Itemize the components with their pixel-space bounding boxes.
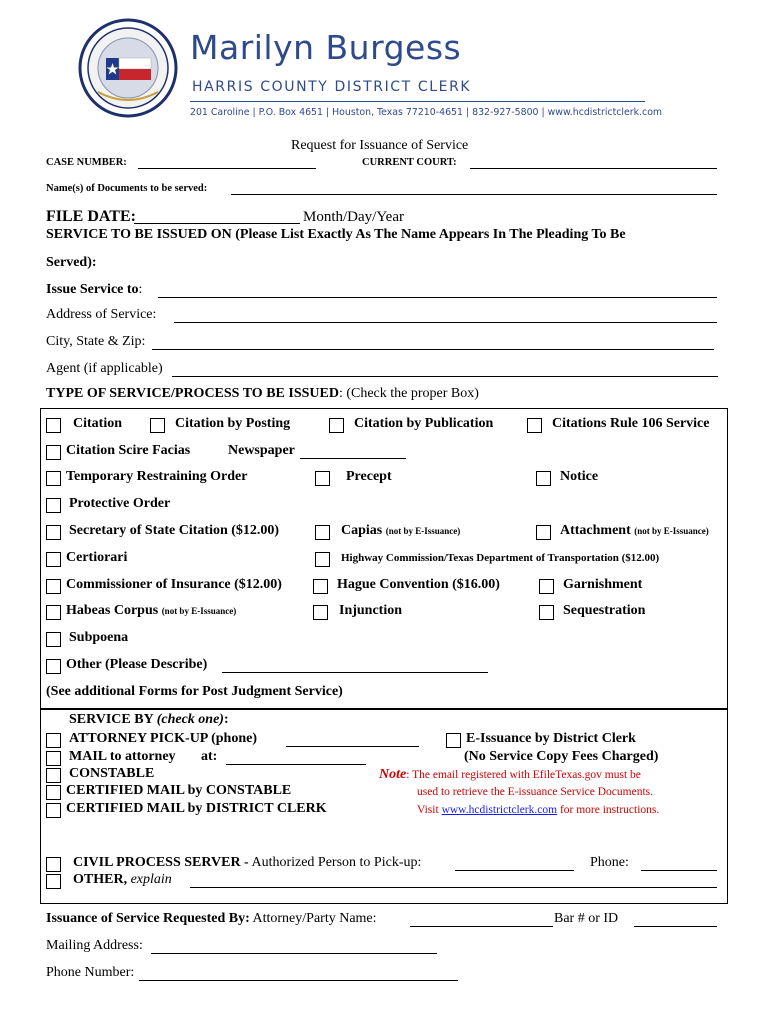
mail-attorney-checkbox[interactable] [46,751,61,766]
precept-checkbox[interactable] [315,471,330,486]
citation-publication-checkbox[interactable] [329,418,344,433]
note-end: for more instructions. [559,804,660,816]
form-title: Request for Issuance of Service [291,138,469,153]
attachment-checkbox[interactable] [536,525,551,540]
commissioner-insurance-label: Commissioner of Insurance ($12.00) [66,577,282,592]
newspaper-field[interactable] [300,458,406,459]
current-court-field[interactable] [470,168,717,169]
service-by-check-one: (check one) [156,712,224,727]
injunction-label: Injunction [339,603,403,618]
bar-id-field[interactable] [634,926,717,927]
e-issuance-checkbox[interactable] [446,733,461,748]
post-judgment-note: (See additional Forms for Post Judgment Service) [46,684,343,699]
header-rule [190,101,645,102]
agent-field[interactable] [172,376,718,377]
mail-attorney-field[interactable] [226,764,366,765]
civil-process-rest: Authorized Person to Pick-up: [251,855,422,870]
habeas-corpus-label: Habeas Corpus [66,603,159,618]
address-field[interactable] [174,322,717,323]
issue-service-to-label: Issue Service to: [46,282,143,297]
service-on-heading-1: SERVICE TO BE ISSUED ON (Please List Exactly As The Name Appears In The Pleading To Be [46,227,626,242]
service-by-label: SERVICE BY [69,712,154,727]
certified-clerk-label: CERTIFIED MAIL by DISTRICT CLERK [66,801,327,816]
civil-process-label: CIVIL PROCESS SERVER - [73,855,249,870]
capias-checkbox[interactable] [315,525,330,540]
constable-label: CONSTABLE [69,766,155,781]
case-number-field[interactable] [138,168,316,169]
citation-posting-label: Citation by Posting [175,416,291,431]
e-issuance-note-line-1 [379,767,641,783]
attachment-label: Attachment [560,523,631,538]
civil-process-phone-field[interactable] [641,870,717,871]
other-method-explain: explain [130,872,172,887]
citation-posting-checkbox[interactable] [150,418,165,433]
type-heading-rest: : (Check the proper Box) [338,386,479,401]
garnishment-label: Garnishment [563,577,643,592]
certified-constable-label: CERTIFIED MAIL by CONSTABLE [66,783,292,798]
habeas-corpus-note: (not by E-Issuance) [161,606,237,616]
note-label: Note [379,767,407,782]
service-by-colon: : [223,712,229,727]
hague-convention-checkbox[interactable] [313,579,328,594]
sequestration-checkbox[interactable] [539,605,554,620]
hague-convention-label: Hague Convention ($16.00) [337,577,500,592]
file-date-field[interactable] [134,223,300,224]
mail-attorney-label: MAIL to attorney [69,749,176,764]
commissioner-insurance-checkbox[interactable] [46,579,61,594]
garnishment-checkbox[interactable] [539,579,554,594]
city-field[interactable] [152,349,714,350]
other-method-field[interactable] [190,887,717,888]
office-address: 201 Caroline | P.O. Box 4651 | Houston, Texas 77210-4651 | 832-927-5800 | www.hcdistrictclerk.com [190,107,663,118]
citation-scire-facias-checkbox[interactable] [46,445,61,460]
e-issuance-note-line-3 [417,804,659,816]
protective-order-label: Protective Order [69,496,171,511]
attorney-pickup-label: ATTORNEY PICK-UP (phone) [69,731,257,746]
notice-label: Notice [560,469,599,484]
phone-number-label: Phone Number: [46,965,135,980]
agent-label: Agent (if applicable) [46,361,163,376]
mailing-address-field[interactable] [151,953,437,954]
other-method-checkbox[interactable] [46,874,61,889]
sequestration-label: Sequestration [563,603,646,618]
e-issuance-label: E-Issuance by District Clerk [466,731,636,746]
issue-service-to-text: Issue Service to [46,282,139,297]
tro-checkbox[interactable] [46,471,61,486]
notice-checkbox[interactable] [536,471,551,486]
certiorari-label: Certiorari [66,550,128,565]
case-number-label: CASE NUMBER: [46,157,127,168]
service-by-heading [69,712,229,728]
secretary-of-state-label: Secretary of State Citation ($12.00) [69,523,280,538]
mail-attorney-at-label: at: [201,749,218,764]
precept-label: Precept [346,469,392,484]
other-method-label: OTHER, [73,872,128,887]
file-date-hint: Month/Day/Year [303,209,404,225]
phone-number-field[interactable] [139,980,458,981]
injunction-checkbox[interactable] [313,605,328,620]
secretary-of-state-checkbox[interactable] [46,525,61,540]
attorney-name-label: Attorney/Party Name: [252,911,377,926]
city-label: City, State & Zip: [46,334,146,349]
capias-item [341,523,460,539]
documents-field[interactable] [231,194,717,195]
file-date-label: FILE DATE: [46,208,136,225]
civil-process-person-field[interactable] [455,870,574,871]
attorney-pickup-checkbox[interactable] [46,733,61,748]
citation-label: Citation [73,416,122,431]
civil-process-item [73,855,421,871]
civil-process-checkbox[interactable] [46,857,61,872]
requested-by-line [46,911,377,927]
type-heading-bold: TYPE OF SERVICE/PROCESS TO BE ISSUED [46,386,339,401]
address-label: Address of Service: [46,307,157,322]
protective-order-checkbox[interactable] [46,498,61,513]
note-visit: Visit [417,804,439,816]
other-type-field[interactable] [222,672,488,673]
current-court-label: CURRENT COURT: [362,157,457,168]
clerk-website-link[interactable]: www.hcdistrictclerk.com [441,804,558,816]
habeas-corpus-checkbox[interactable] [46,605,61,620]
mailing-address-label: Mailing Address: [46,938,143,953]
habeas-corpus-item [66,603,236,619]
attachment-item [560,523,709,539]
constable-checkbox[interactable] [46,768,61,783]
highway-commission-checkbox[interactable] [315,552,330,567]
district-clerk-seal [78,18,178,118]
documents-label: Name(s) of Documents to be served: [46,183,208,194]
attachment-note: (not by E-Issuance) [634,526,709,536]
certiorari-checkbox[interactable] [46,552,61,567]
type-of-service-heading [46,386,479,402]
citation-publication-label: Citation by Publication [354,416,494,431]
capias-label: Capias [341,523,383,538]
citations-rule-106-checkbox[interactable] [527,418,542,433]
citations-rule-106-label: Citations Rule 106 Service [552,416,710,431]
certified-constable-checkbox[interactable] [46,785,61,800]
clerk-name: Marilyn Burgess [190,28,462,67]
bar-id-label: Bar # or ID [554,911,619,926]
other-method-item [73,872,172,888]
e-issuance-note-line-2: used to retrieve the E-issuance Service Documents. [417,786,653,798]
no-fees-label: (No Service Copy Fees Charged) [464,749,659,764]
service-on-heading-2: Served): [46,255,97,270]
certified-clerk-checkbox[interactable] [46,803,61,818]
office-title: HARRIS COUNTY DISTRICT CLERK [192,79,472,95]
subpoena-label: Subpoena [69,630,129,645]
capias-note: (not by E-Issuance) [385,526,461,536]
citation-checkbox[interactable] [46,418,61,433]
issue-service-to-field[interactable] [158,297,717,298]
civil-process-phone-label: Phone: [590,855,629,870]
other-type-checkbox[interactable] [46,659,61,674]
highway-commission-label: Highway Commission/Texas Department of Transportation ($12.00) [341,552,660,564]
citation-scire-facias-label: Citation Scire Facias [66,443,191,458]
subpoena-checkbox[interactable] [46,632,61,647]
attorney-name-field[interactable] [410,926,553,927]
other-type-label: Other (Please Describe) [66,657,208,672]
requested-by-label: Issuance of Service Requested By: [46,911,250,926]
note-line-1: : The email registered with EfileTexas.gov must be [406,769,641,781]
newspaper-label: Newspaper [228,443,295,458]
attorney-pickup-phone-field[interactable] [286,746,419,747]
tro-label: Temporary Restraining Order [66,469,248,484]
